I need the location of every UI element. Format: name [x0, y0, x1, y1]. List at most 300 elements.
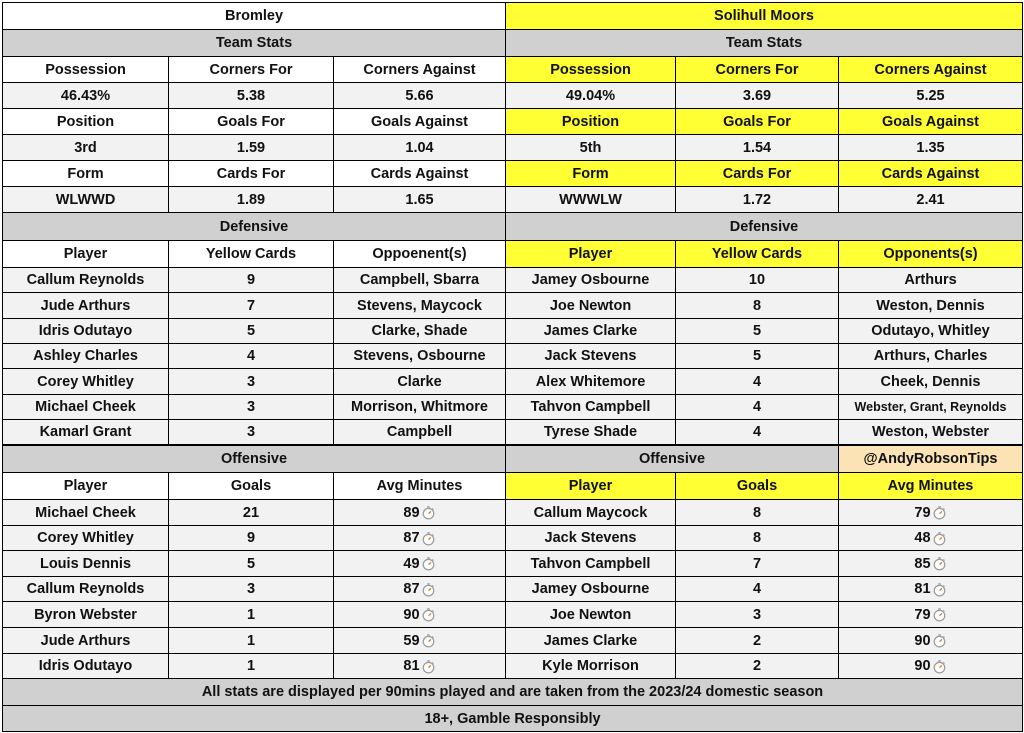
left-defensive-player	[2, 292, 169, 319]
right-defensive-opponents-text: Odutayo, Whitley	[871, 323, 990, 339]
left-stat-value-text: 46.43%	[60, 87, 111, 104]
left-stat-value	[333, 134, 506, 161]
left-stat-label	[168, 160, 334, 187]
stopwatch-icon	[932, 607, 947, 622]
left-defensive-opponents-text: Stevens, Osbourne	[353, 348, 486, 364]
left-stat-value	[333, 82, 506, 109]
left-offensive-minutes	[333, 525, 506, 551]
right-stat-label-text: Corners Against	[874, 61, 987, 78]
left-defensive-cards-text: 3	[246, 399, 256, 415]
right-stat-label	[675, 160, 839, 187]
right-offensive-goals	[675, 550, 839, 577]
right-offensive-player-text: Jack Stevens	[544, 530, 637, 546]
left-offensive-minutes-text: 81	[403, 658, 420, 674]
left-offensive-minutes-text: 49	[403, 555, 420, 572]
left-defensive-cards-text: 4	[246, 348, 256, 364]
left-offensive-goals	[168, 550, 334, 577]
left-stat-label-text: Goals For	[217, 113, 285, 130]
right-offensive-minutes	[838, 601, 1023, 628]
left-offensive-minutes	[333, 499, 506, 526]
right-defensive-opponents	[838, 267, 1023, 293]
left-stat-label	[2, 56, 169, 83]
left-defensive-cards-text: 9	[246, 272, 256, 288]
right-stat-label-text: Corners For	[715, 61, 799, 78]
left-stat-value-text: 5.66	[405, 87, 434, 104]
right-defensive-player	[505, 318, 676, 344]
left-stat-label-text: Corners Against	[363, 61, 476, 78]
right-offensive-goals-text: 2	[752, 632, 762, 649]
left-offensive-player-text: Idris Odutayo	[38, 658, 133, 674]
left-stat-value	[2, 82, 169, 109]
left-offensive-goals	[168, 499, 334, 526]
right-stat-value-text: 49.04%	[565, 87, 616, 104]
twitter-handle	[838, 445, 1023, 473]
right-offensive-goals	[675, 653, 839, 679]
left-stat-label	[333, 56, 506, 83]
left-defensive-cards	[168, 368, 334, 395]
right-offensive-player-text: Callum Maycock	[533, 504, 648, 521]
left-stat-value	[333, 186, 506, 213]
right-defensive-player	[505, 394, 676, 420]
left-offensive-goals	[168, 576, 334, 602]
right-offensive-minutes	[838, 653, 1023, 679]
stopwatch-icon	[932, 633, 947, 648]
right-defensive-opponents	[838, 318, 1023, 344]
left-defensive-player	[2, 267, 169, 293]
left-offensive-player-text: Michael Cheek	[35, 504, 136, 521]
left-team-title-text: Bromley	[224, 8, 284, 24]
right-stat-label	[675, 108, 839, 135]
left-offensive-goals	[168, 653, 334, 679]
left-offensive-col-header-text: Player	[63, 478, 108, 494]
left-offensive-player	[2, 601, 169, 628]
right-offensive-minutes	[838, 627, 1023, 654]
left-offensive-minutes-text: 59	[403, 632, 420, 649]
left-offensive-goals-text: 1	[246, 658, 256, 674]
left-defensive-opponents	[333, 343, 506, 369]
right-offensive-col-header-text: Avg Minutes	[887, 478, 974, 494]
right-stat-label-text: Goals Against	[882, 113, 979, 130]
right-offensive-goals-text: 8	[752, 530, 762, 546]
left-defensive-opponents	[333, 292, 506, 319]
left-defensive-player-text: Kamarl Grant	[39, 424, 132, 440]
left-offensive-player-text: Jude Arthurs	[40, 632, 131, 649]
left-offensive-heading-text: Offensive	[220, 451, 288, 467]
left-defensive-player-text: Corey Whitley	[37, 373, 134, 390]
left-offensive-player-text: Louis Dennis	[39, 555, 132, 572]
right-stat-value-text: 5.25	[916, 87, 945, 104]
right-defensive-cards	[675, 318, 839, 344]
left-stat-value-text: 5.38	[236, 87, 266, 104]
right-defensive-cards	[675, 267, 839, 293]
footer-note-text: All stats are displayed per 90mins played and are taken from the 2023/24 domestic season	[201, 684, 824, 700]
left-stat-label-text: Goals Against	[371, 113, 468, 130]
right-defensive-player	[505, 292, 676, 319]
left-offensive-minutes-text: 87	[403, 530, 420, 546]
left-stat-label	[333, 160, 506, 187]
left-offensive-col-header	[168, 472, 334, 500]
right-defensive-opponents-text: Arthurs	[904, 272, 957, 288]
left-offensive-goals	[168, 601, 334, 628]
right-offensive-goals-text: 4	[752, 581, 762, 597]
right-defensive-player-text: James Clarke	[543, 323, 638, 339]
right-stat-value	[838, 134, 1023, 161]
left-defensive-player-text: Jude Arthurs	[40, 297, 131, 314]
right-offensive-goals	[675, 601, 839, 628]
left-offensive-goals-text: 21	[242, 504, 260, 521]
right-offensive-minutes-text: 48	[914, 530, 931, 546]
stopwatch-icon	[421, 505, 436, 520]
stopwatch-icon	[421, 607, 436, 622]
left-stat-value-text: WLWWD	[55, 191, 116, 208]
stopwatch-icon	[932, 659, 947, 674]
right-defensive-cards	[675, 292, 839, 319]
right-stat-label	[838, 160, 1023, 187]
right-offensive-minutes-text: 85	[914, 555, 931, 572]
right-stat-value	[838, 186, 1023, 213]
right-stat-label	[505, 56, 676, 83]
stopwatch-icon	[421, 633, 436, 648]
right-offensive-goals	[675, 525, 839, 551]
left-stat-label	[168, 108, 334, 135]
right-defensive-player-text: Tyrese Shade	[543, 424, 638, 440]
right-defensive-player-text: Jack Stevens	[544, 348, 637, 364]
left-team-title	[2, 2, 506, 30]
right-stat-value	[675, 82, 839, 109]
right-stat-value	[675, 134, 839, 161]
left-defensive-cards-text: 3	[246, 424, 256, 440]
right-defensive-opponents-text: Weston, Webster	[871, 424, 990, 440]
left-defensive-heading	[2, 212, 506, 241]
right-offensive-col-header-text: Player	[568, 478, 613, 494]
left-offensive-goals	[168, 525, 334, 551]
left-offensive-player	[2, 525, 169, 551]
right-stat-label-text: Position	[561, 113, 620, 130]
footer-disclaimer-text: 18+, Gamble Responsibly	[424, 710, 601, 727]
right-stat-value-text: 1.35	[916, 139, 945, 156]
right-defensive-cards	[675, 394, 839, 420]
right-defensive-cards-text: 4	[752, 373, 762, 390]
left-defensive-opponents	[333, 318, 506, 344]
left-offensive-minutes-text: 90	[403, 606, 420, 623]
stopwatch-icon	[421, 556, 436, 571]
right-stat-label	[838, 108, 1023, 135]
right-defensive-opponents	[838, 292, 1023, 319]
left-defensive-cards	[168, 267, 334, 293]
left-offensive-col-header	[2, 472, 169, 500]
left-offensive-col-header-text: Avg Minutes	[376, 478, 463, 494]
right-stat-value-text: 5th	[579, 139, 602, 156]
right-offensive-heading-text: Offensive	[638, 451, 706, 467]
left-stat-label-text: Form	[67, 165, 104, 182]
right-defensive-opponents-text: Arthurs, Charles	[873, 348, 988, 364]
right-offensive-goals-text: 7	[752, 555, 762, 572]
right-offensive-goals-text: 8	[752, 504, 762, 521]
left-team-stats-heading-text: Team Stats	[215, 35, 293, 51]
right-offensive-player	[505, 653, 676, 679]
right-defensive-heading-text: Defensive	[729, 218, 799, 235]
right-stat-label-text: Cards For	[722, 165, 792, 182]
left-offensive-col-header	[333, 472, 506, 500]
right-defensive-cards	[675, 343, 839, 369]
twitter-handle-text: @AndyRobsonTips	[863, 451, 998, 467]
left-offensive-player	[2, 550, 169, 577]
right-defensive-cards	[675, 419, 839, 445]
left-defensive-heading-text: Defensive	[219, 218, 289, 235]
stopwatch-icon	[421, 531, 436, 546]
left-offensive-goals-text: 3	[246, 581, 256, 597]
right-defensive-opponents-text: Webster, Grant, Reynolds	[854, 400, 1007, 414]
left-offensive-minutes-text: 87	[403, 581, 420, 597]
left-offensive-minutes	[333, 601, 506, 628]
right-defensive-opponents	[838, 343, 1023, 369]
left-stat-label-text: Position	[56, 113, 115, 130]
left-offensive-goals-text: 1	[246, 606, 256, 623]
right-stat-value	[505, 82, 676, 109]
left-defensive-player-text: Michael Cheek	[35, 399, 136, 415]
right-offensive-heading	[505, 445, 839, 473]
stopwatch-icon	[421, 582, 436, 597]
left-stat-label	[168, 56, 334, 83]
left-offensive-goals	[168, 627, 334, 654]
right-offensive-col-header	[505, 472, 676, 500]
right-offensive-goals-text: 3	[752, 606, 762, 623]
right-offensive-minutes	[838, 550, 1023, 577]
right-stat-value	[838, 82, 1023, 109]
right-stat-label	[838, 56, 1023, 83]
right-offensive-player-text: Joe Newton	[549, 606, 632, 623]
right-offensive-player	[505, 576, 676, 602]
right-offensive-player	[505, 627, 676, 654]
left-offensive-minutes	[333, 627, 506, 654]
right-defensive-cards-text: 4	[752, 424, 762, 440]
left-defensive-cards	[168, 343, 334, 369]
footer-note	[2, 678, 1023, 706]
left-defensive-opponents-text: Campbell	[386, 424, 453, 440]
left-offensive-minutes	[333, 550, 506, 577]
left-offensive-goals-text: 5	[246, 555, 256, 572]
left-defensive-opponents	[333, 368, 506, 395]
right-stat-value-text: 1.72	[742, 191, 772, 208]
left-stat-value-text: 1.65	[405, 191, 434, 208]
stopwatch-icon	[932, 556, 947, 571]
right-team-stats-heading	[505, 29, 1023, 57]
right-defensive-player	[505, 267, 676, 293]
right-offensive-minutes	[838, 525, 1023, 551]
right-stat-value-text: 2.41	[916, 191, 945, 208]
right-defensive-cards-text: 4	[752, 399, 762, 415]
right-offensive-goals	[675, 627, 839, 654]
right-stat-label-text: Possession	[550, 61, 631, 78]
right-defensive-col-header	[505, 240, 676, 268]
left-defensive-col-header	[168, 240, 334, 268]
footer-disclaimer	[2, 705, 1023, 732]
right-defensive-player	[505, 343, 676, 369]
right-offensive-player	[505, 550, 676, 577]
left-offensive-heading	[2, 445, 506, 473]
left-stat-value	[168, 82, 334, 109]
left-defensive-cards-text: 3	[246, 373, 256, 390]
left-defensive-player	[2, 394, 169, 420]
left-offensive-player-text: Byron Webster	[34, 606, 137, 623]
right-offensive-minutes-text: 81	[914, 581, 931, 597]
right-offensive-minutes-text: 79	[914, 606, 931, 623]
left-offensive-minutes	[333, 653, 506, 679]
left-offensive-goals-text: 9	[246, 530, 256, 546]
left-offensive-goals-text: 1	[246, 632, 256, 649]
right-stat-value	[675, 186, 839, 213]
left-defensive-player-text: Idris Odutayo	[38, 323, 133, 339]
left-defensive-opponents-text: Morrison, Whitmore	[351, 399, 488, 415]
left-defensive-player-text: Callum Reynolds	[26, 272, 145, 288]
left-defensive-player	[2, 318, 169, 344]
left-defensive-opponents-text: Clarke, Shade	[371, 323, 468, 339]
right-defensive-player-text: Tahvon Campbell	[530, 399, 651, 415]
right-stat-label-text: Goals For	[723, 113, 791, 130]
left-defensive-player	[2, 419, 169, 445]
left-offensive-player-text: Callum Reynolds	[26, 581, 145, 597]
left-stat-label	[2, 108, 169, 135]
right-defensive-col-header-text: Player	[568, 246, 613, 262]
right-defensive-cards-text: 8	[752, 297, 762, 314]
right-defensive-opponents-text: Cheek, Dennis	[880, 373, 981, 390]
left-defensive-cards	[168, 318, 334, 344]
left-defensive-cards	[168, 292, 334, 319]
right-stat-label	[505, 108, 676, 135]
left-team-stats-heading	[2, 29, 506, 57]
right-team-stats-heading-text: Team Stats	[725, 35, 803, 51]
right-defensive-col-header-text: Yellow Cards	[711, 246, 803, 262]
right-offensive-col-header-text: Goals	[736, 478, 778, 494]
right-offensive-player	[505, 499, 676, 526]
right-defensive-opponents-text: Weston, Dennis	[876, 297, 985, 314]
stopwatch-icon	[421, 659, 436, 674]
right-offensive-player-text: Tahvon Campbell	[530, 555, 651, 572]
right-defensive-cards-text: 5	[752, 323, 762, 339]
right-offensive-col-header	[675, 472, 839, 500]
left-defensive-opponents	[333, 394, 506, 420]
stopwatch-icon	[932, 531, 947, 546]
right-stat-value-text: WWWLW	[559, 191, 622, 208]
left-defensive-player	[2, 343, 169, 369]
left-stat-label	[333, 108, 506, 135]
left-stat-value	[2, 186, 169, 213]
left-stat-value	[168, 134, 334, 161]
right-stat-value-text: 3.69	[742, 87, 772, 104]
left-offensive-minutes-text: 89	[403, 504, 420, 521]
right-offensive-player-text: James Clarke	[543, 632, 638, 649]
right-stat-label	[675, 56, 839, 83]
right-defensive-opponents	[838, 368, 1023, 395]
right-offensive-player	[505, 601, 676, 628]
left-defensive-cards-text: 7	[246, 297, 256, 314]
right-stat-label-text: Cards Against	[881, 165, 980, 182]
right-offensive-player-text: Kyle Morrison	[542, 658, 639, 674]
right-defensive-player-text: Joe Newton	[549, 297, 632, 314]
right-offensive-minutes	[838, 576, 1023, 602]
left-defensive-col-header	[2, 240, 169, 268]
left-offensive-player	[2, 499, 169, 526]
right-offensive-goals	[675, 499, 839, 526]
left-stat-label-text: Cards Against	[370, 165, 469, 182]
right-defensive-col-header-text: Opponents(s)	[883, 246, 978, 262]
right-offensive-player-text: Jamey Osbourne	[531, 581, 650, 597]
right-offensive-goals	[675, 576, 839, 602]
right-team-title	[505, 2, 1023, 30]
stopwatch-icon	[932, 505, 947, 520]
right-defensive-col-header	[675, 240, 839, 268]
left-defensive-cards	[168, 394, 334, 420]
left-defensive-opponents-text: Clarke	[397, 373, 442, 390]
right-offensive-goals-text: 2	[752, 658, 762, 674]
right-defensive-player	[505, 368, 676, 395]
right-defensive-cards-text: 10	[748, 272, 766, 288]
right-stat-label-text: Form	[572, 165, 609, 182]
left-stat-label	[2, 160, 169, 187]
left-offensive-player	[2, 653, 169, 679]
right-team-title-text: Solihull Moors	[714, 8, 814, 24]
left-defensive-cards	[168, 419, 334, 445]
right-defensive-player-text: Jamey Osbourne	[531, 272, 650, 288]
left-offensive-minutes	[333, 576, 506, 602]
right-defensive-player	[505, 419, 676, 445]
right-defensive-heading	[505, 212, 1023, 241]
left-offensive-player	[2, 627, 169, 654]
right-defensive-player-text: Alex Whitemore	[535, 373, 646, 390]
right-stat-value	[505, 134, 676, 161]
left-stat-value	[2, 134, 169, 161]
left-defensive-col-header-text: Player	[63, 246, 108, 262]
left-defensive-opponents	[333, 419, 506, 445]
left-stat-label-text: Possession	[45, 61, 126, 78]
left-stat-label-text: Corners For	[209, 61, 293, 78]
right-stat-value-text: 1.54	[742, 139, 772, 156]
right-defensive-opponents	[838, 394, 1023, 420]
left-stat-value-text: 3rd	[74, 139, 97, 156]
right-defensive-col-header	[838, 240, 1023, 268]
right-stat-label	[505, 160, 676, 187]
left-defensive-player	[2, 368, 169, 395]
right-defensive-cards-text: 5	[752, 348, 762, 364]
right-offensive-minutes-text: 90	[914, 658, 931, 674]
right-defensive-cards	[675, 368, 839, 395]
left-defensive-opponents-text: Stevens, Maycock	[357, 297, 482, 314]
left-offensive-player	[2, 576, 169, 602]
right-stat-value	[505, 186, 676, 213]
left-defensive-col-header-text: Oppoenent(s)	[372, 246, 467, 262]
left-defensive-cards-text: 5	[246, 323, 256, 339]
left-defensive-opponents	[333, 267, 506, 293]
left-stat-value-text: 1.89	[236, 191, 266, 208]
left-defensive-opponents-text: Campbell, Sbarra	[359, 272, 480, 288]
left-offensive-player-text: Corey Whitley	[37, 530, 134, 546]
right-offensive-minutes-text: 79	[914, 504, 931, 521]
left-defensive-col-header	[333, 240, 506, 268]
left-stat-label-text: Cards For	[216, 165, 286, 182]
right-offensive-minutes	[838, 499, 1023, 526]
right-offensive-player	[505, 525, 676, 551]
stopwatch-icon	[932, 582, 947, 597]
right-offensive-minutes-text: 90	[914, 632, 931, 649]
right-defensive-opponents	[838, 419, 1023, 445]
right-offensive-col-header	[838, 472, 1023, 500]
left-stat-value-text: 1.04	[405, 139, 434, 156]
left-defensive-player-text: Ashley Charles	[33, 348, 138, 364]
left-offensive-col-header-text: Goals	[230, 478, 272, 494]
left-stat-value	[168, 186, 334, 213]
left-defensive-col-header-text: Yellow Cards	[205, 246, 297, 262]
left-stat-value-text: 1.59	[236, 139, 266, 156]
